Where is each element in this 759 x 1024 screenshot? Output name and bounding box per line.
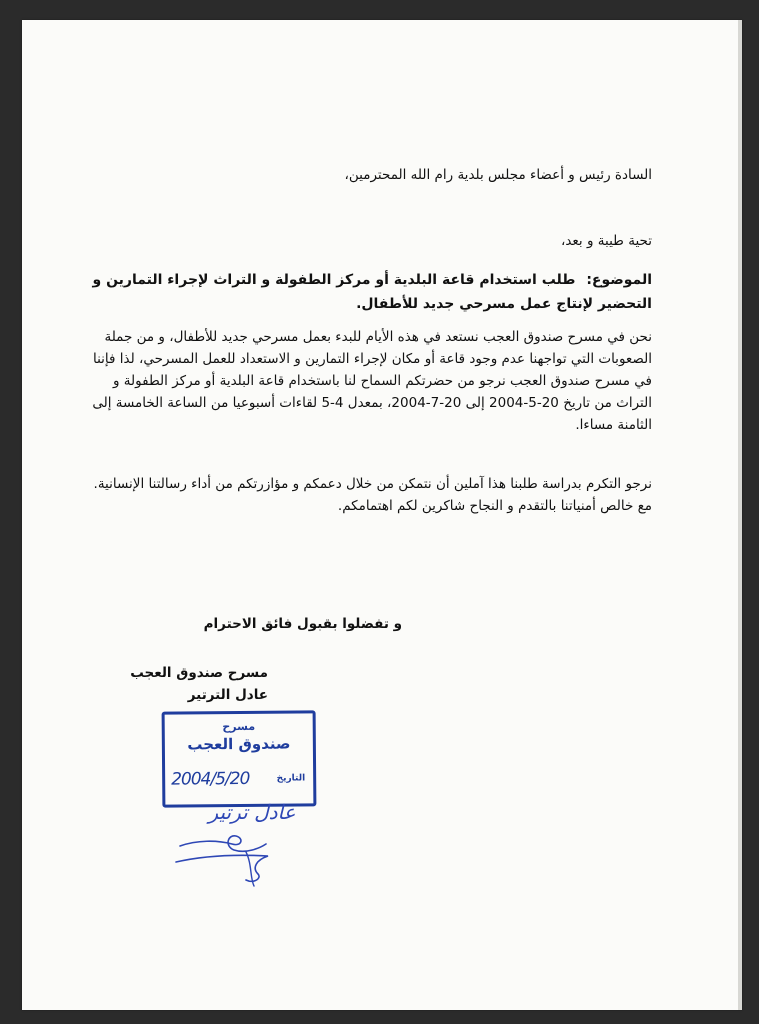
organization-stamp [162, 710, 317, 807]
closing-line: و تفضلوا بقبول فائق الاحترام [203, 616, 402, 632]
stamp-date-label: التاريخ [276, 773, 306, 784]
body-paragraph-1-text: نحن في مسرح صندوق العجب نستعد في هذه الأيام للبدء بعمل مسرحي جديد للأطفال، و من جملة الصعوبات التي تواجهنا عدم وجود قاعة أو مكان لإجراء التمارين و الاستعداد للعمل المسرحي، لذا فإننا في مسرح صندوق العجب نرجو من حضرتكم السماح لنا باستخدام قاعة البلدية أو مركز الطفولة و التراث من تاريخ 20-5-2004 إلى 20-7-2004، بمعدل 4-5 لقاءات أسبوعيا من الساعة الخامسة إلى الثامنة مساءا. [92, 329, 652, 433]
stamp-date-value: 2004/5/20 [171, 768, 250, 790]
greeting: تحية طيبة و بعد، [560, 233, 652, 249]
sender-org: مسرح صندوق العجب [130, 665, 268, 681]
stamp-line-2: صندوق العجب [187, 734, 291, 754]
subject-text: طلب استخدام قاعة البلدية أو مركز الطفولة و التراث لإجراء التمارين و التحضير لإنتاج عمل مسرحي جديد للأطفال. [92, 272, 652, 312]
letter-page [22, 20, 742, 1010]
sender-block [68, 662, 268, 706]
sender-name: عادل الترتير [187, 687, 268, 703]
stamp-line-1: مسرح [222, 719, 256, 734]
body-paragraph-2-line-2: مع خالص أمنياتنا بالتقدم و النجاح شاكرين لكم اهتمامكم. [337, 498, 652, 514]
body-paragraph-2-line-1: نرجو التكرم بدراسة طلبنا هذا آملين أن نتمكن من خلال دعمكم و مؤازرتكم من أداء رسالتنا الإنسانية. [93, 476, 652, 492]
subject-label: الموضوع: [586, 272, 652, 288]
body-paragraph-1 [92, 326, 652, 436]
salutation: السادة رئيس و أعضاء مجلس بلدية رام الله المحترمين، [344, 167, 652, 183]
handwritten-name: عادل ترتير [208, 800, 296, 824]
subject-line [92, 268, 652, 316]
body-paragraph-2 [92, 473, 652, 517]
signature-scribble [172, 834, 272, 894]
